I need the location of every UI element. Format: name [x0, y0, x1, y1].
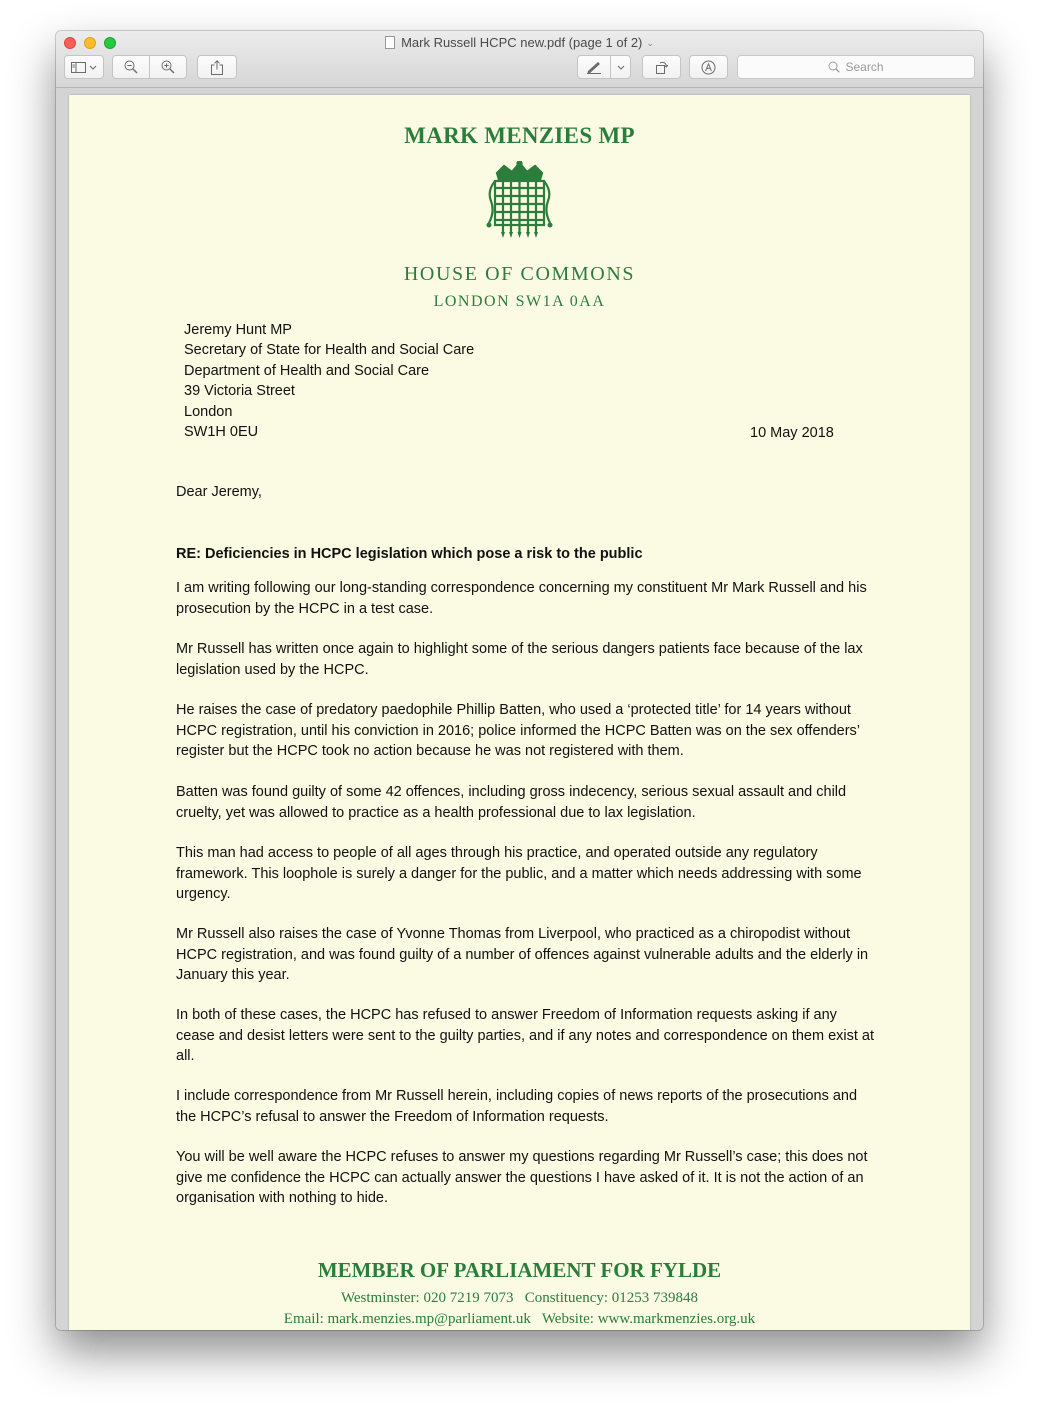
recipient-line: 39 Victoria Street [184, 383, 295, 400]
share-icon [211, 60, 223, 75]
sidebar-button[interactable] [64, 55, 104, 79]
recipient-line: SW1H 0EU [184, 424, 259, 441]
recipient-line: Jeremy Hunt MP [184, 322, 292, 338]
sidebar-icon [71, 62, 86, 73]
recipient-line: Secretary of State for Health and Social Care [184, 342, 475, 359]
search-field[interactable] [737, 55, 975, 79]
share-button[interactable] [197, 55, 237, 79]
body-paragraph: This man had access to people of all ages through his practice, and operated outside any regulatory framework. This loophole is surely a danger for the public, and a matter which needs addressing with some urgency. [176, 845, 862, 902]
markup-options-button[interactable] [610, 55, 631, 79]
letterhead-name: MARK MENZIES MP [404, 123, 635, 148]
markup-pen-icon [586, 61, 602, 74]
chevron-down-icon [89, 65, 97, 70]
body-paragraph: In both of these cases, the HCPC has refused to answer Freedom of Information requests asking if any cease and desist letters were sent to the guilty parties, and if any notes and correspondence on them exist at all. [176, 1007, 875, 1064]
rotate-icon [654, 60, 669, 74]
recipient-address [184, 320, 474, 442]
footer-title: MEMBER OF PARLIAMENT FOR FYLDE [317, 1258, 722, 1282]
subject-line: RE: Deficiencies in HCPC legislation which pose a risk to the public [176, 546, 643, 562]
window-toolbar [56, 31, 983, 88]
body-paragraph: He raises the case of predatory paedophile Phillip Batten, who used a ‘protected title’ for 14 years without HCPC registration, until his conviction in 2016; police informed the HCPC Batten was on the sex offenders’ register but the HCPC took no action because he was not registered with them. [176, 702, 860, 759]
pdf-document-icon [385, 36, 395, 49]
document-view[interactable] [56, 88, 983, 1330]
portcullis-icon [486, 161, 553, 239]
chevron-down-icon [617, 65, 625, 70]
body-paragraph: Mr Russell also raises the case of Yvonne Thomas from Liverpool, who practiced as a chiropodist without HCPC registration, and was found guilty of a number of offences against vulnerable adults and the elderly in January this year. [176, 926, 869, 983]
footer-phones: Westminster: 020 7219 7073 Constituency: 01253 739848 [340, 1290, 699, 1306]
chevron-down-icon: ⌄ [646, 38, 654, 48]
preview-window [56, 31, 983, 1330]
body-paragraph: Mr Russell has written once again to highlight some of the serious dangers patients face because of the lax legislation used by the HCPC. [176, 641, 863, 678]
body-paragraph: I am writing following our long-standing correspondence concerning my constituent Mr Mark Russell and his prosecution by the HCPC in a test case. [176, 580, 867, 617]
letter-date: 10 May 2018 [750, 425, 834, 441]
letterhead-house: HOUSE OF COMMONS [403, 263, 636, 285]
window-title-text: Mark Russell HCPC new.pdf (page 1 of 2) [401, 35, 643, 50]
window-title[interactable] [56, 35, 983, 50]
search-placeholder: Search [845, 60, 884, 74]
zoom-in-icon [161, 60, 175, 74]
rotate-button[interactable] [642, 55, 681, 79]
letterhead-address: LONDON SW1A 0AA [433, 293, 606, 310]
annotate-button[interactable] [689, 55, 728, 79]
zoom-out-icon [124, 60, 138, 74]
zoom-in-button[interactable] [149, 55, 187, 79]
recipient-line: London [184, 403, 233, 420]
salutation: Dear Jeremy, [176, 484, 262, 500]
zoom-out-button[interactable] [112, 55, 150, 79]
pdf-page [69, 95, 970, 1330]
footer-contacts: Email: mark.menzies.mp@parliament.uk Website: www.markmenzies.org.uk [283, 1311, 756, 1327]
annotate-icon [701, 60, 716, 75]
search-icon [828, 61, 840, 73]
body-paragraph: Batten was found guilty of some 42 offences, including gross indecency, serious sexual assault and child cruelty, yet was allowed to practice as a health professional due to lax legislation. [176, 784, 847, 821]
recipient-line: Department of Health and Social Care [184, 362, 430, 379]
body-paragraph: I include correspondence from Mr Russell herein, including copies of news reports of the prosecutions and the HCPC’s refusal to answer the Freedom of Information requests. [176, 1088, 858, 1125]
body-paragraph: You will be well aware the HCPC refuses to answer my questions regarding Mr Russell’s case; this does not give me confidence the HCPC can actually answer the questions I have asked of it. It is not the action of an organisation with nothing to hide. [176, 1149, 868, 1206]
markup-pen-button[interactable] [577, 55, 611, 79]
